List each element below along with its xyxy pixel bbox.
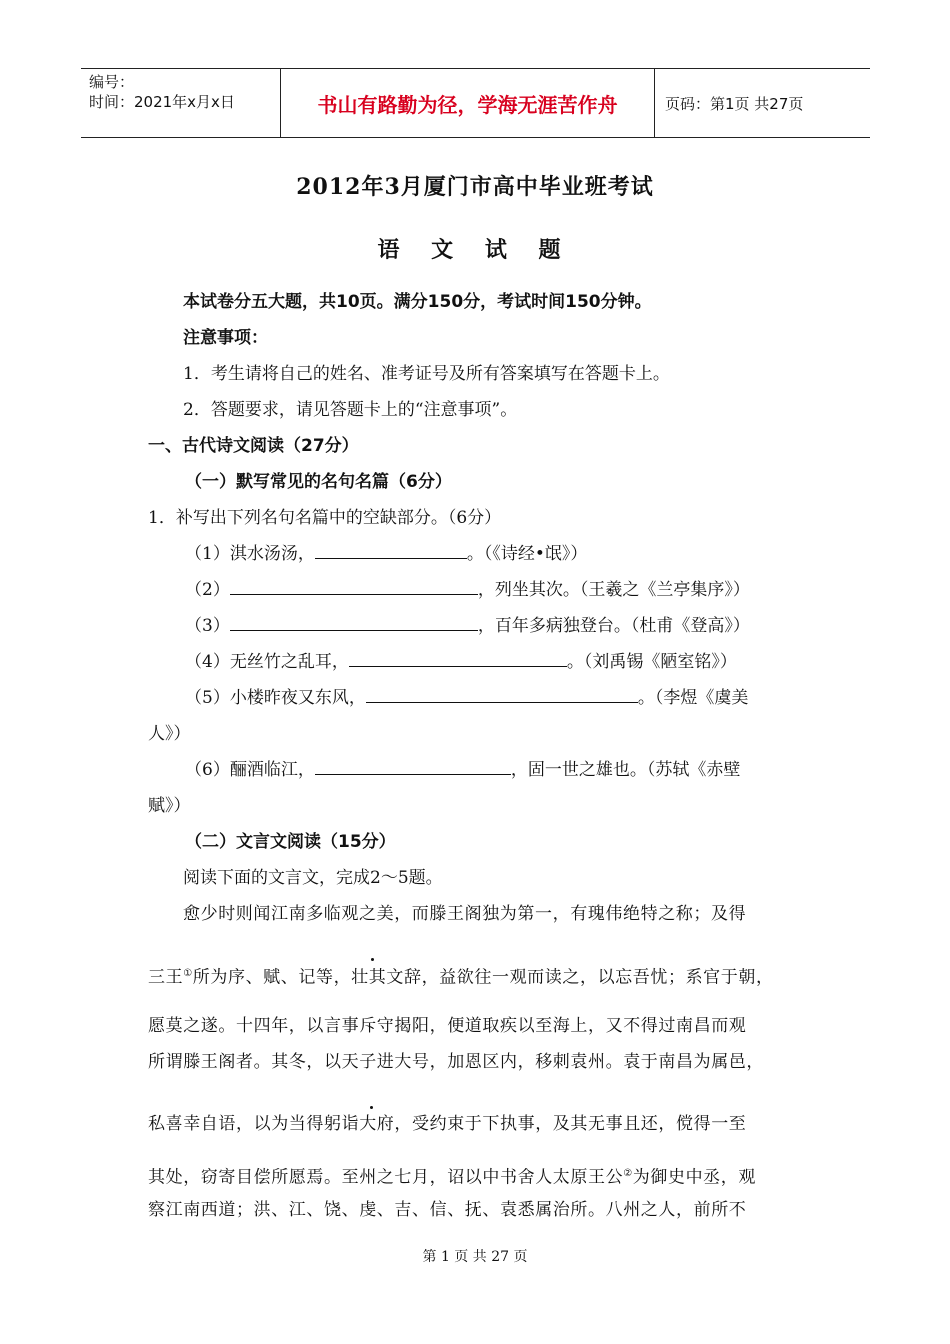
blank-item-1-before: （1）淇水汤汤， [185, 544, 315, 564]
blank-item-4-before: （4）无丝竹之乱耳， [185, 652, 349, 672]
emphasis-dot [371, 958, 374, 961]
blank-item-1 [185, 542, 587, 566]
notes-item-1: 1．考生请将自己的姓名、准考证号及所有答案填写在答题卡上。 [183, 364, 670, 384]
notes-item-2: 2．答题要求，请见答题卡上的“注意事项”。 [183, 400, 518, 420]
blank-item-5-before: （5）小楼昨夜又东风， [185, 688, 366, 708]
question-1: 1．补写出下列名句名篇中的空缺部分。（6分） [148, 508, 502, 528]
blank-item-2 [185, 578, 750, 602]
passage-line-5: 私喜幸自语，以为当得躬诣大府，受约束于下执事，及其无事且还，傥得一至 [148, 1114, 747, 1134]
blank-item-2-after: ，列坐其次。（王羲之《兰亭集序》） [477, 580, 750, 600]
passage-line-4: 所谓滕王阁者。其冬，以天子进大号，加恩区内，移刺袁州。袁于南昌为属邑， [148, 1052, 764, 1072]
blank-item-5 [185, 686, 748, 710]
time-label: 时间：2021年x月x日 [89, 93, 235, 111]
header-page-info: 页码：第1页 共27页 [665, 94, 804, 113]
passage-line-2-start: 三王 [148, 967, 184, 988]
header-meta-cell [81, 69, 281, 137]
passage-line-7: 察江南西道；洪、江、饶、虔、吉、信、抚、袁悉属治所。八州之人，前所不 [148, 1200, 747, 1220]
answer-blank-2[interactable] [230, 578, 478, 595]
blank-item-4 [185, 650, 737, 674]
blank-item-6-after: ，固一世之雄也。（苏轼《赤壁 [510, 760, 741, 780]
passage-line-6-rest: 为御史中丞，观 [632, 1167, 756, 1188]
passage-line-2-rest: 所为序、赋、记等，壮其文辞，益欲往一观而读之，以忘吾忧；系官于朝， [192, 967, 774, 988]
header-table [81, 68, 870, 138]
emphasis-dot [370, 1106, 373, 1109]
serial-label: 编号： [89, 73, 135, 91]
passage-line-6-start: 其处，窃寄目偿所愿焉。至州之七月，诏以中书舍人太原王公 [148, 1167, 624, 1188]
blank-item-1-after: 。（《诗经•氓》） [466, 544, 588, 564]
notes-heading: 注意事项： [183, 328, 268, 348]
blank-item-6-before: （6）酾酒临江， [185, 760, 315, 780]
blank-item-2-before: （2） [185, 580, 230, 600]
blank-item-6-wrap: 赋》） [148, 796, 191, 816]
header-motto: 书山有路勤为径，学海无涯苦作舟 [281, 69, 655, 137]
footnote-marker-2: ② [623, 1168, 633, 1179]
answer-blank-5[interactable] [366, 686, 638, 703]
blank-item-3-after: ，百年多病独登台。（杜甫《登高》） [477, 616, 750, 636]
part-2-heading: （二）文言文阅读（15分） [185, 832, 396, 852]
blank-item-6 [185, 758, 740, 782]
blank-item-3 [185, 614, 750, 638]
blank-item-4-after: 。（刘禹锡《陋室铭》） [566, 652, 737, 672]
answer-blank-1[interactable] [315, 542, 467, 559]
passage-line-3: 愿莫之遂。十四年，以言事斥守揭阳，便道取疾以至海上，又不得过南昌而观 [148, 1016, 747, 1036]
passage-line-2 [148, 962, 818, 990]
notes-intro: 本试卷分五大题，共10页。满分150分，考试时间150分钟。 [183, 292, 652, 312]
part-1-heading: （一）默写常见的名句名篇（6分） [185, 472, 452, 492]
answer-blank-4[interactable] [349, 650, 567, 667]
passage-instruction: 阅读下面的文言文，完成2～5题。 [183, 868, 443, 888]
blank-item-3-before: （3） [185, 616, 230, 636]
answer-blank-6[interactable] [315, 758, 511, 775]
footnote-marker-1: ① [183, 968, 193, 979]
exam-title: 2012年3月厦门市高中毕业班考试 [296, 174, 654, 200]
answer-blank-3[interactable] [230, 614, 478, 631]
blank-item-5-wrap: 人》） [148, 724, 191, 744]
passage-line-1: 愈少时则闻江南多临观之美，而滕王阁独为第一，有瑰伟绝特之称；及得 [183, 904, 747, 924]
section-1-heading: 一、古代诗文阅读（27分） [148, 436, 359, 456]
blank-item-5-after: 。（李煜《虞美 [637, 688, 749, 708]
exam-subtitle: 语 文 试 题 [377, 237, 573, 263]
page-footer: 第 1 页 共 27 页 [422, 1249, 528, 1265]
passage-line-6 [148, 1162, 818, 1190]
